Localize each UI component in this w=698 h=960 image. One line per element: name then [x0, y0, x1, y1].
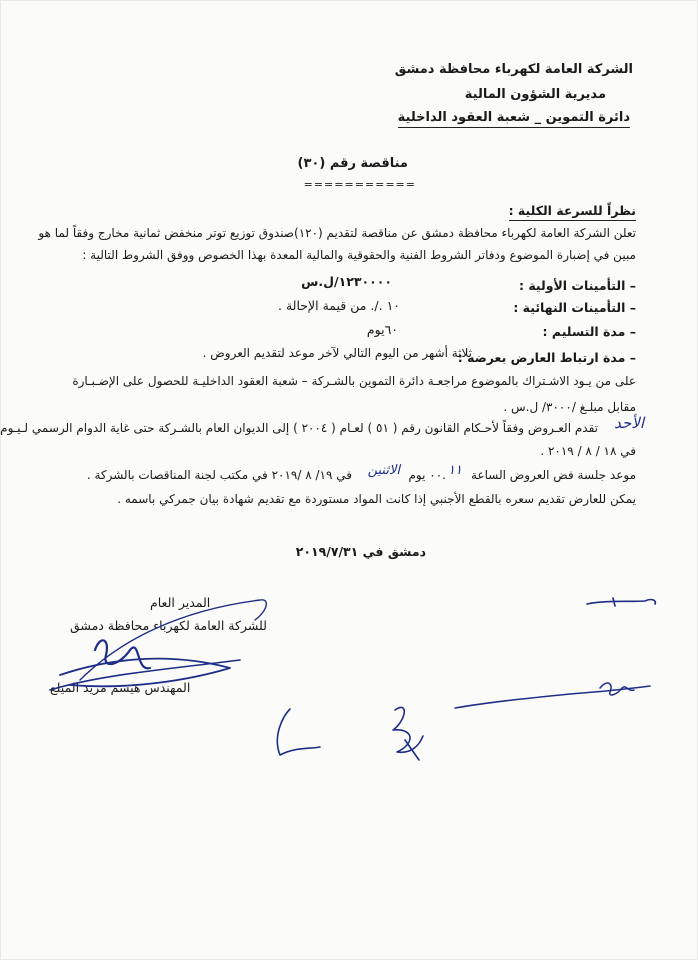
intro-line-1: تعلن الشركة العامة لكهرباء محافظة دمشق عن مناقصة لتقديم (١٢٠)صندوق توزيع توتر منخفض ثمانية مخارج وفقاً لما هو [38, 226, 636, 240]
submission-line-1: تقدم العـروض وفقاً لأحـكام القانون رقم ( ٥١ ) لعـام ( ٢٠٠٤ ) إلى الديوان العام بالشـركة حتى غاية الدوام الرسمي لـيـوم [0, 421, 598, 435]
signatory-org: للشركة العامة لكهرباء محافظة دمشق [70, 618, 267, 633]
condition-value-initial-insurance: ١٢٣٠٠٠٠/ل.س [301, 274, 392, 289]
condition-value-delivery: ٦٠يوم [366, 322, 398, 337]
condition-label-initial-insurance: – التأمينات الأولية : [518, 278, 636, 293]
right-side-flourish [585, 592, 665, 612]
company-name: الشركة العامة لكهرباء محافظة دمشق [394, 62, 633, 77]
department-name: دائرة التموين _ شعبة العقود الداخلية [398, 110, 630, 128]
signatory-name: المهندس هيسم مزيد الميلع [50, 680, 191, 695]
initials-scribble-right [450, 680, 690, 720]
tender-title: مناقصة رقم (٣٠) [297, 156, 408, 171]
foreign-currency-note: يمكن للعارض تقديم سعره بالقطع الأجنبي إذا كانت المواد مستوردة مع تقديم شهادة بيان جمركي باسمه . [117, 492, 636, 506]
date-place: دمشق في ٢٠١٩/٧/٣١ [295, 544, 426, 559]
title-divider: =========== [303, 178, 416, 191]
condition-label-final-insurance: – التأمينات النهائية : [513, 300, 636, 315]
condition-label-delivery: – مدة التسليم : [542, 324, 636, 339]
director-signature-scribble [40, 580, 280, 660]
urgency-note: نظراً للسرعة الكلية : [509, 203, 636, 221]
opening-text-start: موعد جلسة فض العروض الساعة [471, 468, 636, 482]
handwritten-hour: ١١ [448, 463, 462, 478]
signatory-title: المدير العام [150, 595, 211, 610]
intro-line-2: مبين في إضبارة الموضوع ودفاتر الشروط الفنية والحقوقية والمالية المعدة بهذا الخصوص ووفق الشروط التالية : [82, 248, 636, 262]
opening-text-mid: .٠٠ يوم [408, 468, 446, 482]
handwritten-day-opening: الاثنين [367, 463, 400, 478]
submission-line-2: في ١٨ / ٨ / ٢٠١٩ . [540, 444, 636, 458]
initials-scribble-left [270, 705, 330, 765]
opening-text-end: في ١٩/ ٨ /٢٠١٩ في مكتب لجنة المناقصات بالشركة . [86, 468, 352, 482]
condition-label-bid-validity: – مدة ارتباط العارض بعرضه : [457, 350, 636, 365]
subscription-line-1: على من يـود الاشـتراك بالموضوع مراجعـة دائرة التموين بالشـركة – شعبة العقود الداخليـة للحصول على الإضـبـارة [72, 374, 636, 388]
subscription-line-2: مقابل مبلـغ /٣٠٠٠/ ل.س . [503, 400, 636, 414]
condition-value-bid-validity: ثلاثة أشهر من اليوم التالي لآخر موعد لتقديم العروض . [202, 346, 472, 360]
condition-value-final-insurance: ١٠ ./. من قيمة الإحالة . [278, 298, 400, 313]
handwritten-day-submission: الأحد [614, 414, 644, 432]
directorate-name: مديرية الشؤون المالية [464, 87, 606, 102]
initials-scribble-middle [385, 700, 435, 770]
